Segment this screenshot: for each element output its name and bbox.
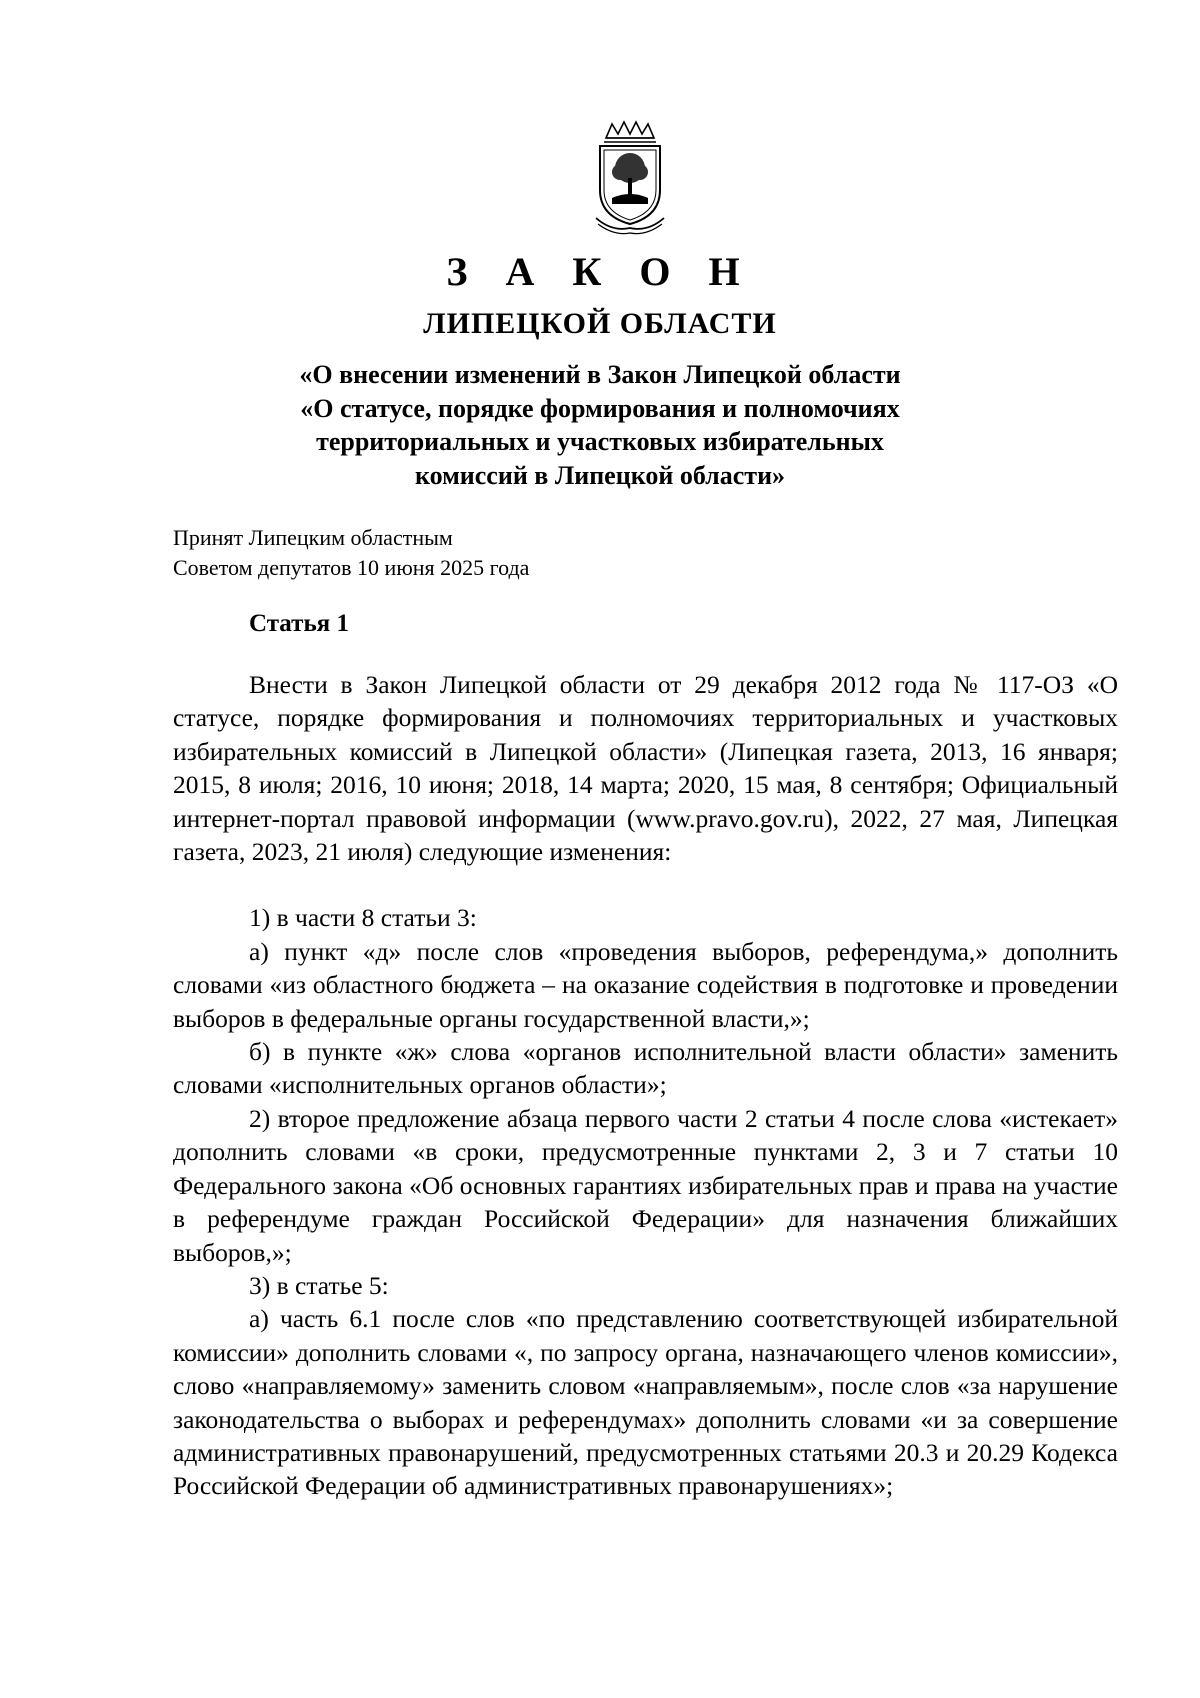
article-body bbox=[173, 668, 1118, 1503]
coat-of-arms-icon bbox=[592, 120, 668, 238]
article-heading: Статья 1 bbox=[249, 610, 349, 637]
adoption-line: Принят Липецким областным bbox=[173, 525, 453, 550]
adoption-note bbox=[173, 523, 529, 583]
law-name-line: «О статусе, порядке формирования и полномочиях bbox=[300, 393, 900, 423]
law-name bbox=[0, 358, 1200, 492]
law-name-line: комиссий в Липецкой области» bbox=[414, 460, 786, 490]
article-paragraph: 1) в части 8 статьи 3: bbox=[249, 903, 477, 933]
article-paragraph: а) часть 6.1 после слов «по представлению соответствующей избирательной комиссии» дополнить словами «, по запросу органа, назначающего членов комиссии», слово «направляемому» заменить словом «направляемым», после слов «за нарушение законодательства о выборах и референдумах» дополнить словами «и за совершение административных правонарушений, предусмотренных статьями 20.3 и 20.29 Кодекса Российской Федерации об административных правонарушениях»; bbox=[173, 1304, 1118, 1501]
document-title: З А К О Н bbox=[446, 249, 754, 294]
article-paragraph: а) пункт «д» после слов «проведения выборов, референдума,» дополнить словами «из областного бюджета – на оказание содействия в подготовке и проведении выборов в федеральные органы государственной власти,»; bbox=[173, 936, 1118, 1033]
adoption-line: Советом депутатов 10 июня 2025 года bbox=[173, 555, 530, 580]
article-paragraph: Внести в Закон Липецкой области от 29 декабря 2012 года № 117-ОЗ «О статусе, порядке формирования и полномочиях территориальных и участковых избирательных комиссий в Липецкой области» (Липецкая газета, 2013, 16 января; 2015, 8 июля; 2016, 10 июня; 2018, 14 марта; 2020, 15 мая, 8 сентября; Официальный интернет-портал правовой информации (www.pravo.gov.ru), 2022, 27 мая, Липецкая газета, 2023, 21 июля) следующие изменения: bbox=[173, 670, 1118, 867]
document-subtitle: ЛИПЕЦКОЙ ОБЛАСТИ bbox=[423, 307, 777, 340]
law-name-line: «О внесении изменений в Закон Липецкой области bbox=[299, 360, 901, 389]
article-paragraph: 3) в статье 5: bbox=[249, 1270, 389, 1300]
law-name-line: территориальных и участковых избирательных bbox=[316, 427, 884, 456]
article-paragraph: б) в пункте «ж» слова «органов исполнительной власти области» заменить словами «исполнительных органов области»; bbox=[173, 1037, 1118, 1100]
article-paragraph: 2) второе предложение абзаца первого части 2 статьи 4 после слова «истекает» дополнить словами «в сроки, предусмотренные пунктами 2, 3 и 7 статьи 10 Федерального закона «Об основных гарантиях избирательных прав и права на участие в референдуме граждан Российской Федерации» для назначения ближайших выборов,»; bbox=[173, 1103, 1118, 1267]
